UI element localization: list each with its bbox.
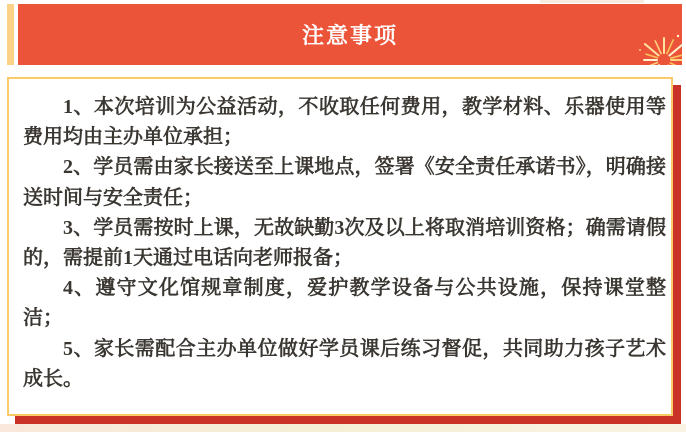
header-banner (18, 4, 682, 65)
notice-card (7, 77, 673, 416)
firework-icon (634, 26, 682, 65)
bottom-background-strip (0, 424, 686, 432)
notice-item-2: 2、学员需由家长接送至上课地点，签署《安全责任承诺书》，明确接送时间与安全责任； (23, 156, 666, 209)
notice-item-3: 3、学员需按时上课，无故缺勤3次及以上将取消培训资格；确需请假的，需提前1天通过电话向老师报备； (23, 216, 666, 270)
notice-item-5: 5、家长需配合主办单位做好学员课后练习督促，共同助力孩子艺术成长。 (23, 337, 666, 390)
notice-item-4: 4、遵守文化馆规章制度，爱护教学设备与公共设施，保持课堂整洁； (23, 277, 666, 330)
notice-item-1: 1、本次培训为公益活动，不收取任何费用，教学材料、乐器使用等费用均由主办单位承担； (23, 96, 666, 149)
background-sliver (540, 0, 644, 3)
page-title: 注意事项 (301, 22, 398, 48)
left-accent-stripe (7, 4, 14, 65)
